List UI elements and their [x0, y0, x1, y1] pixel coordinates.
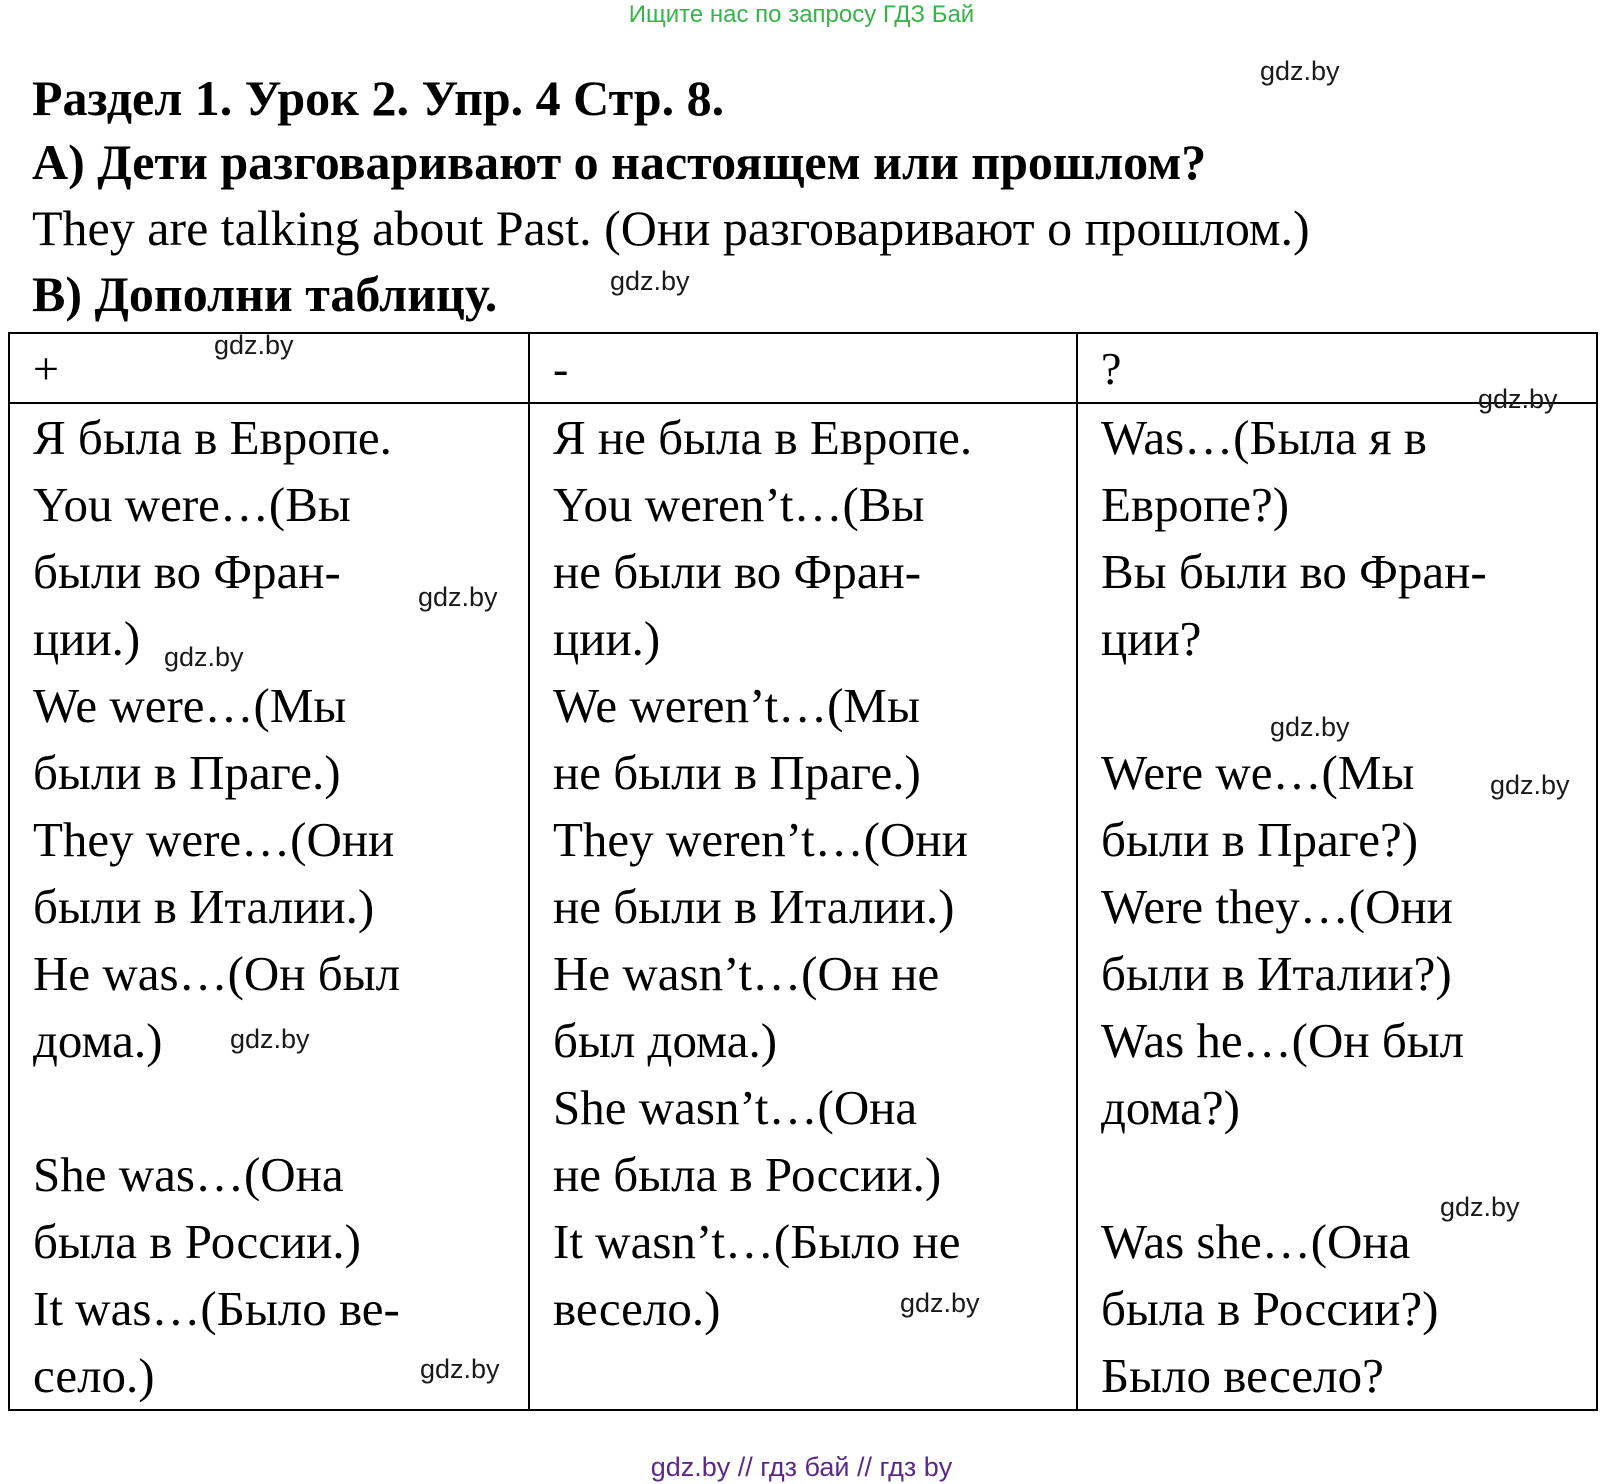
plus-line: Я была в Европе.: [33, 410, 392, 465]
minus-line: We weren’t…(Мы: [553, 678, 920, 733]
plus-symbol: +: [33, 343, 59, 394]
page-title: Раздел 1. Урок 2. Упр. 4 Стр. 8.: [32, 70, 725, 126]
plus-line: была в России.): [33, 1214, 361, 1269]
minus-line: He wasn’t…(Он не: [553, 946, 940, 1001]
watermark: gdz.by: [1260, 56, 1340, 86]
task-b-heading: B) Дополни таблицу.: [32, 266, 498, 322]
plus-line: были в Праге.): [33, 745, 341, 800]
plus-line: It was…(Было ве-: [33, 1281, 400, 1336]
watermark: gdz.by: [1490, 770, 1570, 800]
watermark: gdz.by: [900, 1288, 980, 1318]
question-line: ции?: [1101, 611, 1202, 666]
column-negative: [529, 403, 1077, 1410]
watermark: gdz.by: [230, 1024, 310, 1054]
minus-line: не были во Фран-: [553, 544, 922, 599]
plus-line: дома.): [33, 1013, 163, 1068]
question-line: Было весело?: [1101, 1348, 1384, 1403]
question-line: Was…(Была я в: [1101, 410, 1427, 465]
minus-line: ции.): [553, 611, 661, 666]
question-line: Вы были во Фран-: [1101, 544, 1487, 599]
minus-line: You weren’t…(Вы: [553, 477, 925, 532]
minus-symbol: -: [553, 343, 569, 394]
plus-line: были во Фран-: [33, 544, 341, 599]
plus-line: село.): [33, 1348, 155, 1403]
question-line: были в Италии?): [1101, 946, 1452, 1001]
task-a-answer: They are talking about Past. (Они разговаривают о прошлом.): [32, 200, 1310, 256]
question-line: Were we…(Мы: [1101, 745, 1415, 800]
minus-line: не были в Италии.): [553, 879, 955, 934]
minus-line: весело.): [553, 1281, 721, 1336]
question-line: была в России?): [1101, 1281, 1439, 1336]
minus-line: Я не была в Европе.: [553, 410, 973, 465]
watermark: gdz.by: [164, 642, 244, 672]
plus-line: We were…(Мы: [33, 678, 347, 733]
plus-line: [33, 1074, 528, 1141]
question-line: Were they…(Они: [1101, 879, 1453, 934]
plus-line: He was…(Он был: [33, 946, 401, 1001]
watermark: gdz.by: [214, 330, 294, 360]
question-symbol: ?: [1101, 343, 1122, 394]
watermark: gdz.by: [1478, 384, 1558, 414]
answer-table: [8, 332, 1598, 1411]
plus-line: They were…(Они: [33, 812, 395, 867]
minus-line: не была в России.): [553, 1147, 942, 1202]
minus-line: They weren’t…(Они: [553, 812, 968, 867]
question-line: Was he…(Он был: [1101, 1013, 1465, 1068]
column-affirmative: [9, 403, 529, 1410]
table-body-row: [9, 403, 1597, 1410]
minus-line: It wasn’t…(Было не: [553, 1214, 961, 1269]
minus-line: не были в Праге.): [553, 745, 921, 800]
watermark: gdz.by: [1270, 712, 1350, 742]
watermark: gdz.by: [420, 1354, 500, 1384]
watermark: gdz.by: [610, 266, 690, 296]
plus-line: She was…(Она: [33, 1147, 344, 1202]
watermark: gdz.by: [418, 582, 498, 612]
question-line: Was she…(Она: [1101, 1214, 1411, 1269]
footer-links: gdz.by // гдз бай // гдз by: [650, 1452, 953, 1482]
column-question: [1077, 403, 1597, 1410]
plus-line: ции.): [33, 611, 141, 666]
question-line: дома?): [1101, 1080, 1240, 1135]
minus-line: был дома.): [553, 1013, 778, 1068]
task-a-heading: A) Дети разговаривают о настоящем или прошлом?: [32, 134, 1207, 190]
watermark: gdz.by: [1440, 1192, 1520, 1222]
question-line: были в Праге?): [1101, 812, 1419, 867]
plus-line: были в Италии.): [33, 879, 375, 934]
question-line: Европе?): [1101, 477, 1290, 532]
minus-line: She wasn’t…(Она: [553, 1080, 918, 1135]
header-minus: [529, 333, 1077, 403]
search-banner: Ищите нас по запросу ГДЗ Бай: [628, 1, 975, 28]
question-line: [1101, 1141, 1596, 1208]
plus-line: You were…(Вы: [33, 477, 351, 532]
